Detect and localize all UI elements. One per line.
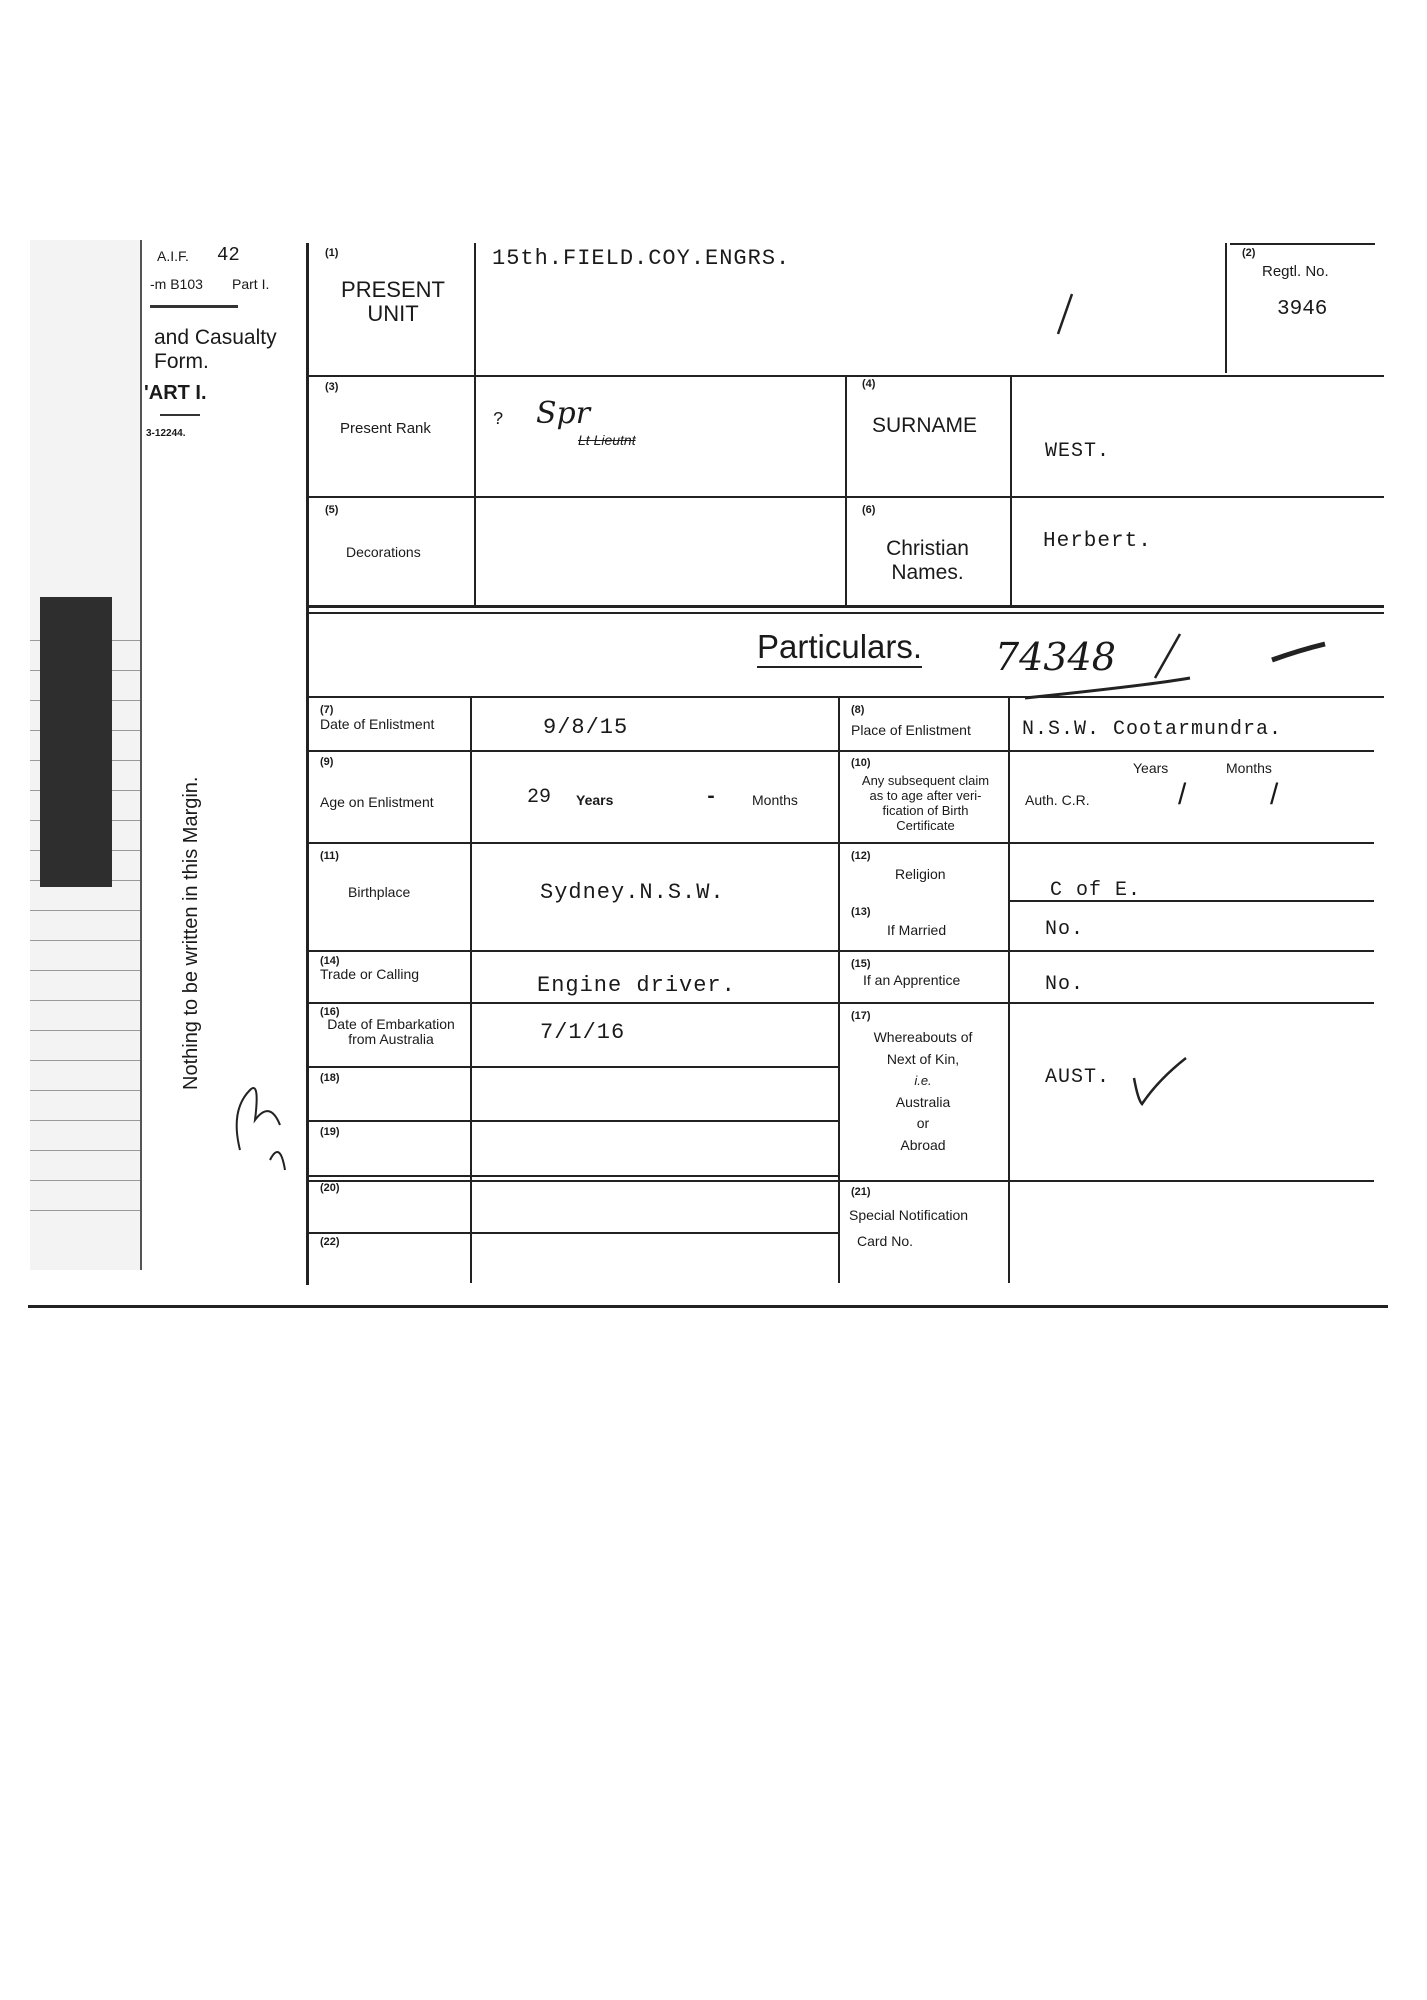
handwritten-number: 74348 — [995, 635, 1116, 679]
surname-value: WEST. — [1045, 440, 1111, 463]
aif-number: 42 — [217, 244, 240, 266]
place-of-enlistment-label: Place of Enlistment — [851, 722, 971, 738]
age-years-label: Years — [576, 792, 614, 808]
age-months-value: - — [705, 786, 718, 809]
present-rank-value: Spr — [536, 396, 591, 431]
handwritten-tick-mark — [1050, 290, 1080, 340]
margin-note: Nothing to be written in this Margin. — [180, 776, 202, 1090]
if-married-value: No. — [1045, 918, 1085, 941]
header-rule — [150, 305, 238, 308]
apprentice-label: If an Apprentice — [863, 972, 961, 988]
form-bottom-border — [28, 1305, 1388, 1308]
present-rank-label: Present Rank — [340, 420, 431, 437]
date-of-enlistment-value: 9/8/15 — [543, 715, 629, 740]
christian-names-label: Christian Names. — [886, 537, 969, 584]
whereabouts-label: Whereabouts of Next of Kin, i.e. Australia or Abroad — [873, 1029, 973, 1153]
subsequent-claim-label: Any subsequent claim as to age after veri- fication of Birth Certificate — [861, 773, 990, 833]
special-notification-label: Special Notification Card No. — [849, 1207, 969, 1249]
claim-years-value: / — [1178, 778, 1187, 811]
surname-label: SURNAME — [872, 414, 978, 437]
part-label: Part I. — [232, 276, 270, 292]
particulars-heading: Particulars. — [757, 628, 922, 668]
christian-names-value: Herbert. — [1043, 530, 1152, 553]
print-code: 3-12244. — [146, 428, 186, 439]
birthplace-value: Sydney.N.S.W. — [540, 880, 725, 905]
place-of-enlistment-value: N.S.W. Cootarmundra. — [1022, 718, 1283, 741]
claim-months-value: / — [1270, 778, 1279, 811]
if-married-label: If Married — [887, 922, 947, 938]
claim-years-label: Years — [1133, 760, 1169, 776]
form-title-line1: and Casualty — [154, 326, 277, 349]
decorations-label: Decorations — [346, 544, 421, 560]
part-rule — [160, 414, 200, 416]
religion-label: Religion — [895, 866, 946, 882]
auth-cr-label: Auth. C.R. — [1025, 792, 1090, 808]
religion-value: C of E. — [1050, 879, 1142, 902]
birthplace-label: Birthplace — [348, 884, 411, 900]
claim-months-label: Months — [1226, 760, 1272, 776]
whereabouts-value: AUST. — [1045, 1066, 1111, 1089]
apprentice-value: No. — [1045, 973, 1085, 996]
handwritten-check-mark — [1128, 1050, 1198, 1110]
handwritten-strokes — [1020, 630, 1340, 710]
form-part: 'ART I. — [144, 382, 207, 404]
dark-stamp-block — [40, 597, 112, 887]
margin-handwriting — [210, 1030, 320, 1180]
trade-value: Engine driver. — [537, 973, 736, 998]
regtl-no-value: 3946 — [1277, 298, 1328, 321]
form-title-line2: Form. — [154, 350, 209, 373]
age-years-value: 29 — [527, 786, 552, 809]
regtl-no-label: Regtl. No. — [1262, 263, 1329, 280]
present-unit-label: PRESENT UNIT — [341, 277, 445, 326]
trade-label: Trade or Calling — [320, 966, 420, 982]
present-rank-prefix: ? — [493, 410, 504, 430]
age-months-label: Months — [752, 792, 798, 808]
embarkation-value: 7/1/16 — [540, 1020, 626, 1045]
age-on-enlistment-label: Age on Enlistment — [320, 794, 434, 810]
form-number: -m B103 — [150, 276, 203, 292]
present-unit-value: 15th.FIELD.COY.ENGRS. — [492, 246, 791, 271]
embarkation-label: Date of Embarkation from Australia — [327, 1016, 455, 1047]
date-of-enlistment-label: Date of Enlistment — [320, 716, 435, 732]
aif-label: A.I.F. — [157, 248, 189, 264]
present-rank-struck: Lt Lieutnt — [578, 432, 636, 448]
